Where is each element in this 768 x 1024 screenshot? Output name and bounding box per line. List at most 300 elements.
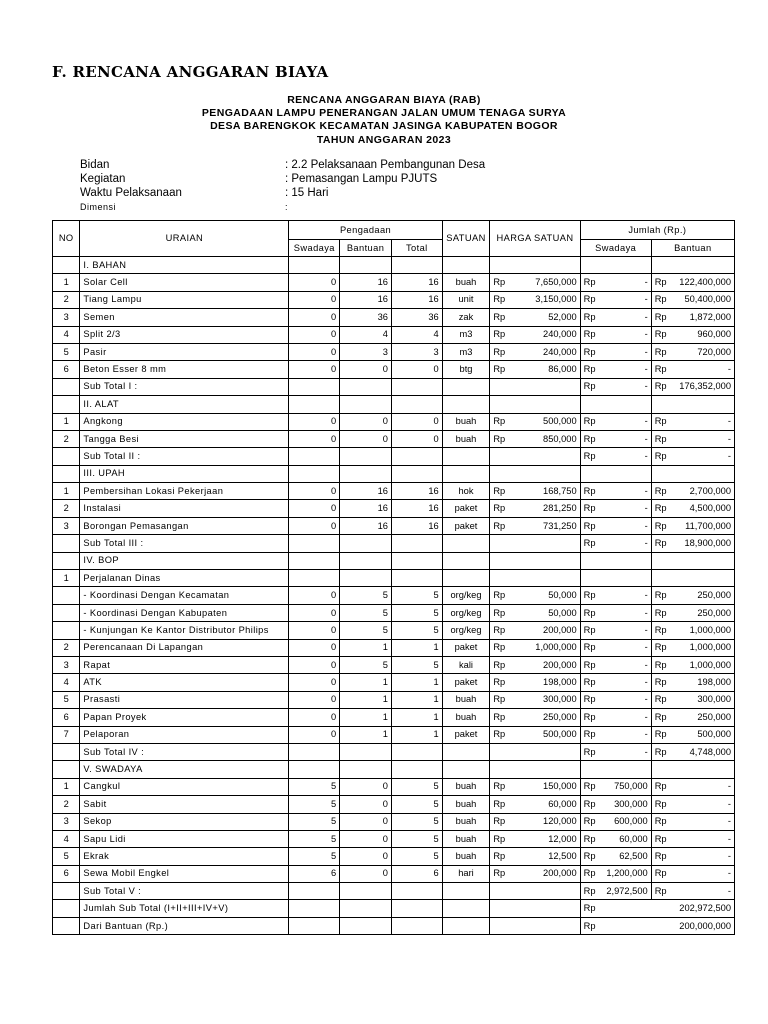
row-description: ATK [80, 674, 289, 691]
amount-value: - [727, 416, 731, 427]
row-description: Sekop [80, 813, 289, 830]
currency-label: Rp [654, 450, 667, 461]
empty-cell [340, 552, 392, 569]
empty-cell [340, 448, 392, 465]
amount-value: 60,000 [548, 798, 577, 809]
header-uraian: URAIAN [80, 221, 289, 257]
budget-table [52, 220, 735, 935]
currency-label: Rp [654, 485, 667, 496]
amount-value: 500,000 [543, 416, 577, 427]
empty-cell [391, 535, 442, 552]
empty-cell [289, 378, 340, 395]
currency-label: Rp [583, 364, 596, 375]
amount-bantuan [651, 587, 734, 604]
amount-value: - [727, 816, 731, 827]
amount-bantuan [651, 883, 734, 900]
amount-value: 200,000 [543, 624, 577, 635]
amount-value: 200,000,000 [679, 920, 731, 931]
table-row [53, 570, 735, 587]
qty-total: 16 [391, 500, 442, 517]
amount-value: 18,900,000 [684, 537, 731, 548]
table-row [53, 848, 735, 865]
row-number: 5 [53, 691, 80, 708]
qty-swadaya: 0 [289, 413, 340, 430]
currency-label: Rp [493, 416, 506, 427]
row-description: Split 2/3 [80, 326, 289, 343]
subtotal-row [53, 743, 735, 760]
currency-label: Rp [583, 433, 596, 444]
row-description: Jumlah Sub Total (I+II+III+IV+V) [80, 900, 289, 917]
unit-price [490, 326, 580, 343]
table-row [53, 604, 735, 621]
row-description: Sub Total II : [80, 448, 289, 465]
currency-label: Rp [654, 329, 667, 340]
qty-total: 4 [391, 326, 442, 343]
qty-swadaya: 0 [289, 274, 340, 291]
row-description: I. BAHAN [80, 257, 289, 274]
row-number: 4 [53, 830, 80, 847]
row-number [53, 761, 80, 778]
meta-label: Bidan [80, 159, 110, 171]
qty-swadaya: 5 [289, 813, 340, 830]
row-description: II. ALAT [80, 396, 289, 413]
currency-label: Rp [493, 781, 506, 792]
qty-total: 5 [391, 796, 442, 813]
currency-label: Rp [583, 833, 596, 844]
amount-swadaya [580, 726, 651, 743]
currency-label: Rp [493, 607, 506, 618]
currency-label: Rp [654, 346, 667, 357]
qty-swadaya: 0 [289, 639, 340, 656]
empty-cell [289, 917, 340, 934]
meta-row-dimensi [80, 200, 485, 214]
qty-swadaya [289, 570, 340, 587]
amount-value: 62,500 [619, 850, 648, 861]
heading-line: RENCANA ANGGARAN BIAYA (RAB) [287, 94, 481, 106]
currency-label: Rp [654, 624, 667, 635]
amount-value: - [644, 503, 648, 514]
qty-swadaya: 0 [289, 361, 340, 378]
meta-row-bidan [80, 158, 485, 172]
unit: hari [442, 865, 490, 882]
currency-label: Rp [493, 624, 506, 635]
currency-label: Rp [493, 659, 506, 670]
row-number: 7 [53, 726, 80, 743]
currency-label: Rp [654, 798, 667, 809]
currency-label: Rp [654, 711, 667, 722]
header-jumlah: Jumlah (Rp.) [580, 221, 734, 240]
row-description: Sub Total V : [80, 883, 289, 900]
unit-price [490, 622, 580, 639]
unit-price [490, 430, 580, 447]
amount-value: 202,972,500 [679, 903, 731, 914]
amount-swadaya [580, 535, 651, 552]
unit-price [490, 796, 580, 813]
currency-label: Rp [493, 503, 506, 514]
currency-label: Rp [654, 694, 667, 705]
table-row [53, 674, 735, 691]
currency-label: Rp [654, 520, 667, 531]
qty-total: 0 [391, 361, 442, 378]
qty-swadaya: 5 [289, 830, 340, 847]
amount-value: - [644, 746, 648, 757]
currency-label: Rp [583, 346, 596, 357]
qty-total [391, 570, 442, 587]
unit: kali [442, 656, 490, 673]
row-description: Sewa Mobil Engkel [80, 865, 289, 882]
amount-bantuan [651, 361, 734, 378]
qty-swadaya: 0 [289, 500, 340, 517]
unit-price [490, 709, 580, 726]
amount-value: - [644, 711, 648, 722]
qty-swadaya: 0 [289, 291, 340, 308]
amount-bantuan [651, 796, 734, 813]
amount-value: 3,150,000 [535, 294, 577, 305]
currency-label: Rp [493, 694, 506, 705]
amount-value: - [727, 885, 731, 896]
row-number [53, 743, 80, 760]
row-description: Prasasti [80, 691, 289, 708]
row-description: Solar Cell [80, 274, 289, 291]
empty-cell [340, 900, 392, 917]
amount-bantuan [651, 848, 734, 865]
amount-value: 198,000 [697, 677, 731, 688]
empty-cell [289, 900, 340, 917]
qty-bantuan: 0 [340, 361, 392, 378]
amount-value: - [727, 433, 731, 444]
row-number [53, 465, 80, 482]
unit-price [490, 483, 580, 500]
amount-value: 200,000 [543, 868, 577, 879]
grand-total-amount [580, 900, 734, 917]
empty-cell [490, 900, 580, 917]
qty-total: 5 [391, 604, 442, 621]
amount-value: 750,000 [614, 781, 648, 792]
unit: buah [442, 413, 490, 430]
currency-label: Rp [583, 781, 596, 792]
row-description: IV. BOP [80, 552, 289, 569]
row-description: Semen [80, 309, 289, 326]
empty-cell [340, 465, 392, 482]
unit: paket [442, 726, 490, 743]
meta-row-kegiatan [80, 172, 485, 186]
amount-bantuan [651, 291, 734, 308]
qty-total: 6 [391, 865, 442, 882]
amount-bantuan [651, 709, 734, 726]
amount-swadaya [580, 343, 651, 360]
unit: buah [442, 796, 490, 813]
row-number [53, 883, 80, 900]
row-description: Sub Total IV : [80, 743, 289, 760]
amount-swadaya [580, 604, 651, 621]
subtotal-row [53, 883, 735, 900]
currency-label: Rp [654, 659, 667, 670]
currency-label: Rp [654, 677, 667, 688]
row-number: 6 [53, 865, 80, 882]
amount-value: - [644, 277, 648, 288]
row-description: Ekrak [80, 848, 289, 865]
amount-value: 4,748,000 [689, 746, 731, 757]
amount-value: - [644, 433, 648, 444]
empty-cell [442, 378, 490, 395]
row-description: Sapu Lidi [80, 830, 289, 847]
empty-cell [490, 378, 580, 395]
empty-cell [340, 396, 392, 413]
empty-cell [442, 917, 490, 934]
section-row [53, 761, 735, 778]
grand-total-amount [580, 917, 734, 934]
table-row [53, 830, 735, 847]
table-row [53, 291, 735, 308]
empty-cell [289, 761, 340, 778]
qty-swadaya: 0 [289, 483, 340, 500]
empty-cell [289, 257, 340, 274]
empty-cell [391, 917, 442, 934]
unit-price [490, 848, 580, 865]
amount-value: 198,000 [543, 677, 577, 688]
empty-cell [442, 396, 490, 413]
heading-line: PENGADAAN LAMPU PENERANGAN JALAN UMUM TENAGA SURYA [201, 107, 567, 120]
amount-swadaya [580, 865, 651, 882]
unit [442, 570, 490, 587]
empty-cell [340, 761, 392, 778]
empty-cell [391, 552, 442, 569]
unit-price [490, 830, 580, 847]
amount-value: 60,000 [619, 833, 648, 844]
qty-total: 0 [391, 430, 442, 447]
unit-price [490, 274, 580, 291]
currency-label: Rp [493, 850, 506, 861]
amount-value: - [644, 450, 648, 461]
empty-cell [391, 761, 442, 778]
unit: m3 [442, 326, 490, 343]
header-jumlah-swadaya: Swadaya [580, 240, 651, 257]
qty-total: 0 [391, 413, 442, 430]
amount-swadaya [580, 691, 651, 708]
amount-value: 1,200,000 [606, 868, 648, 879]
qty-total: 1 [391, 639, 442, 656]
row-number: 1 [53, 778, 80, 795]
amount-value: 850,000 [543, 433, 577, 444]
amount-value: 120,000 [543, 816, 577, 827]
amount-value: - [644, 485, 648, 496]
amount-value: 50,000 [548, 590, 577, 601]
amount-value: 150,000 [543, 781, 577, 792]
amount-value: - [727, 781, 731, 792]
table-header [53, 221, 735, 257]
row-number [53, 587, 80, 604]
empty-cell [580, 552, 651, 569]
qty-total: 5 [391, 778, 442, 795]
table-row [53, 865, 735, 882]
document-heading [0, 94, 768, 147]
amount-bantuan [651, 830, 734, 847]
row-description: Sub Total III : [80, 535, 289, 552]
amount-value: - [644, 520, 648, 531]
currency-label: Rp [654, 364, 667, 375]
amount-swadaya [580, 309, 651, 326]
empty-cell [651, 396, 734, 413]
qty-total: 3 [391, 343, 442, 360]
table-row [53, 796, 735, 813]
empty-cell [442, 552, 490, 569]
amount-swadaya [580, 848, 651, 865]
empty-cell [651, 761, 734, 778]
amount-swadaya [580, 570, 651, 587]
row-description: Beton Esser 8 mm [80, 361, 289, 378]
table-row [53, 656, 735, 673]
currency-label: Rp [583, 677, 596, 688]
table-row [53, 343, 735, 360]
amount-value: - [644, 537, 648, 548]
amount-swadaya [580, 483, 651, 500]
qty-bantuan: 0 [340, 796, 392, 813]
qty-swadaya: 0 [289, 691, 340, 708]
amount-value: 600,000 [614, 816, 648, 827]
currency-label: Rp [493, 590, 506, 601]
table-row [53, 517, 735, 534]
unit-price [490, 778, 580, 795]
unit: buah [442, 274, 490, 291]
currency-label: Rp [583, 520, 596, 531]
qty-bantuan: 1 [340, 674, 392, 691]
row-description: Pasir [80, 343, 289, 360]
empty-cell [442, 448, 490, 465]
currency-label: Rp [654, 503, 667, 514]
table-row [53, 813, 735, 830]
empty-cell [442, 743, 490, 760]
amount-bantuan [651, 639, 734, 656]
amount-value: 250,000 [697, 590, 731, 601]
qty-total: 5 [391, 587, 442, 604]
unit: buah [442, 848, 490, 865]
currency-label: Rp [654, 746, 667, 757]
amount-value: 281,250 [543, 503, 577, 514]
amount-value: 731,250 [543, 520, 577, 531]
currency-label: Rp [493, 868, 506, 879]
empty-cell [490, 883, 580, 900]
amount-swadaya [580, 743, 651, 760]
amount-bantuan [651, 865, 734, 882]
table-row [53, 361, 735, 378]
empty-cell [340, 535, 392, 552]
qty-total: 16 [391, 483, 442, 500]
meta-value: : 2.2 Pelaksanaan Pembangunan Desa [285, 159, 486, 171]
empty-cell [289, 465, 340, 482]
qty-bantuan: 5 [340, 604, 392, 621]
row-description: - Koordinasi Dengan Kecamatan [80, 587, 289, 604]
unit-price [490, 309, 580, 326]
qty-bantuan: 0 [340, 778, 392, 795]
unit-price [490, 500, 580, 517]
currency-label: Rp [583, 885, 596, 896]
amount-value: - [644, 659, 648, 670]
meta-label: Waktu Pelaksanaan [80, 187, 182, 199]
qty-bantuan: 1 [340, 639, 392, 656]
meta-value: : 15 Hari [285, 187, 329, 199]
currency-label: Rp [583, 294, 596, 305]
currency-label: Rp [583, 277, 596, 288]
header-swadaya: Swadaya [289, 240, 340, 257]
currency-label: Rp [583, 381, 596, 392]
table-row [53, 691, 735, 708]
row-number [53, 448, 80, 465]
qty-swadaya: 0 [289, 326, 340, 343]
unit: paket [442, 674, 490, 691]
row-description: Sub Total I : [80, 378, 289, 395]
row-number: 1 [53, 483, 80, 500]
empty-cell [340, 743, 392, 760]
empty-cell [289, 448, 340, 465]
amount-value: - [644, 642, 648, 653]
amount-value: - [644, 607, 648, 618]
table-row [53, 622, 735, 639]
meta-value: : [285, 202, 289, 212]
amount-bantuan [651, 726, 734, 743]
row-description: Dari Bantuan (Rp.) [80, 917, 289, 934]
row-description: Rapat [80, 656, 289, 673]
amount-value: - [644, 381, 648, 392]
amount-value: 300,000 [697, 694, 731, 705]
amount-swadaya [580, 361, 651, 378]
row-description: Perencanaan Di Lapangan [80, 639, 289, 656]
qty-swadaya: 6 [289, 865, 340, 882]
currency-label: Rp [583, 485, 596, 496]
row-number: 5 [53, 848, 80, 865]
amount-value: 1,000,000 [535, 642, 577, 653]
amount-swadaya [580, 622, 651, 639]
currency-label: Rp [493, 433, 506, 444]
unit-price [490, 604, 580, 621]
header-pengadaan: Pengadaan [289, 221, 442, 240]
currency-label: Rp [493, 364, 506, 375]
meta-value: : Pemasangan Lampu PJUTS [285, 173, 438, 185]
amount-value: 1,872,000 [689, 311, 731, 322]
currency-label: Rp [654, 416, 667, 427]
currency-label: Rp [583, 642, 596, 653]
amount-value: 52,000 [548, 311, 577, 322]
meta-label: Dimensi [80, 202, 117, 212]
amount-swadaya [580, 639, 651, 656]
empty-cell [340, 883, 392, 900]
header-jumlah-bantuan: Bantuan [651, 240, 734, 257]
empty-cell [391, 257, 442, 274]
table-row [53, 500, 735, 517]
amount-value: 12,500 [548, 850, 577, 861]
empty-cell [490, 448, 580, 465]
empty-cell [651, 257, 734, 274]
amount-value: 200,000 [543, 659, 577, 670]
table-row [53, 326, 735, 343]
amount-bantuan [651, 743, 734, 760]
table-body [53, 257, 735, 935]
qty-swadaya: 0 [289, 674, 340, 691]
unit-price [490, 587, 580, 604]
table-row [53, 483, 735, 500]
qty-total: 5 [391, 830, 442, 847]
row-number: 3 [53, 813, 80, 830]
unit-price [490, 656, 580, 673]
empty-cell [391, 378, 442, 395]
currency-label: Rp [583, 311, 596, 322]
currency-label: Rp [493, 520, 506, 531]
empty-cell [391, 448, 442, 465]
currency-label: Rp [583, 329, 596, 340]
row-description: Tiang Lampu [80, 291, 289, 308]
empty-cell [490, 396, 580, 413]
row-number: 2 [53, 291, 80, 308]
table-row [53, 639, 735, 656]
